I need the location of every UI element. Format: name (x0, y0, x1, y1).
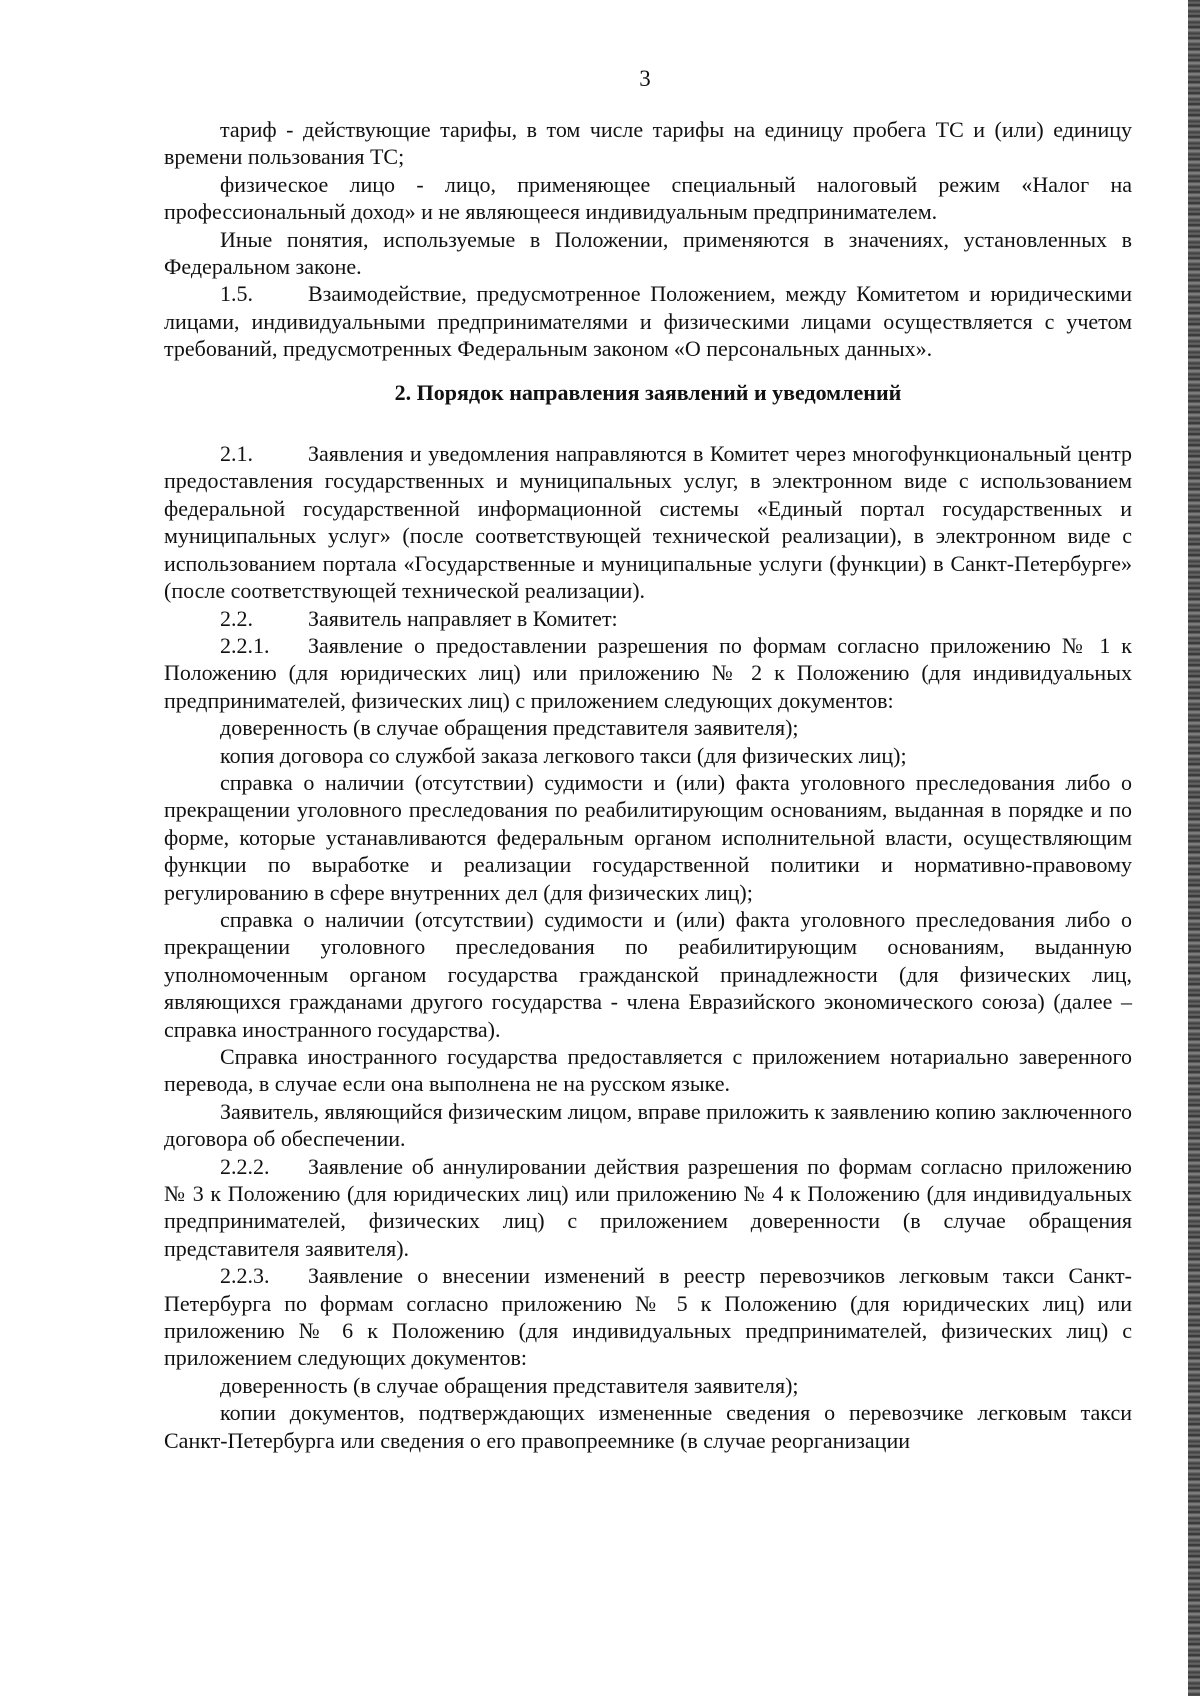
paragraph-text: справка о наличии (отсутствии) судимости и (или) факта уголовного преследования либо о прекращении уголовного преследования по реабилитирующим основаниям, выданная в порядке и по форме, которые устанавливаются федеральным органом исполнительной власти, осуществляющим функции по выработке и реализации государственной политики и нормативно-правовому регулированию в сфере внутренних дел (для физических лиц); (164, 769, 1132, 905)
paragraph (164, 714, 1132, 741)
paragraph-text: Заявление о предоставлении разрешения по формам согласно приложению № 1 к Положению (для юридических лиц) или приложению № 2 к Положению (для индивидуальных предпринимателей, физических лиц) с приложением следующих документов: (164, 632, 1132, 713)
numbered-paragraph (164, 605, 1132, 632)
paragraph-text: тариф - действующие тарифы, в том числе тарифы на единицу пробега ТС и (или) единицу времени пользования ТС; (164, 117, 1132, 170)
paragraph-text: физическое лицо - лицо, применяющее специальный налоговый режим «Налог на профессиональный доход» и не являющееся индивидуальным предпринимателем. (164, 171, 1132, 225)
paragraph (164, 1098, 1132, 1153)
numbered-paragraph (164, 632, 1132, 714)
paragraph (164, 171, 1132, 226)
paragraph-text: Заявитель, являющийся физическим лицом, вправе приложить к заявлению копию заключенного договора об обеспечении. (164, 1098, 1132, 1152)
paragraph-number: 2.2.1. (220, 632, 270, 658)
paragraph-text: доверенность (в случае обращения представителя заявителя); (220, 1372, 799, 1398)
paragraph-number: 1.5. (220, 281, 253, 307)
paragraph-text: Справка иностранного государства предоставляется с приложением нотариально заверенного перевода, в случае если она выполнена не на русском языке. (164, 1044, 1132, 1097)
document-body (164, 116, 1132, 1454)
paragraph-number: 2.2.2. (220, 1153, 270, 1179)
numbered-paragraph (164, 440, 1132, 604)
paragraph (164, 742, 1132, 769)
paragraph-number: 2.2.3. (220, 1263, 270, 1289)
paragraph-text: Взаимодействие, предусмотренное Положением, между Комитетом и юридическими лицами, индивидуальными предпринимателями и физическими лицами осуществляется с учетом требований, предусмотренных Федеральным законом «О персональных данных». (164, 281, 1132, 362)
paragraph-text: Заявление об аннулировании действия разрешения по формам согласно приложению № 3 к Положению (для юридических лиц) или приложению № 4 к Положению (для индивидуальных предпринимателей, физических лиц) с приложением доверенности (в случае обращения представителя заявителя). (164, 1153, 1132, 1261)
paragraph-text: Заявление о внесении изменений в реестр перевозчиков легковым такси Санкт-Петербурга по формам согласно приложению № 5 к Положению (для юридических лиц) или приложению № 6 к Положению (для индивидуальных предпринимателей, физических лиц) с приложением следующих документов: (164, 1263, 1132, 1371)
paragraph-text: Заявления и уведомления направляются в Комитет через многофункциональный центр предоставления государственных и муниципальных услуг, в электронном виде с использованием федеральной государственной информационной системы «Единый портал государственных и муниципальных услуг» (после соответствующей технической реализации), в электронном виде с использованием портала «Государственные и муниципальные услуги (функции) в Санкт-Петербурге» (после соответствующей технической реализации). (164, 441, 1132, 604)
paragraphs-before-section (164, 116, 1132, 363)
section-title: 2. Порядок направления заявлений и уведомлений (394, 379, 902, 405)
paragraph-text: доверенность (в случае обращения представителя заявителя); (220, 715, 799, 741)
paragraph-text: справка о наличии (отсутствии) судимости и (или) факта уголовного преследования либо о прекращении уголовного преследования по реабилитирующим основаниям, выданную уполномоченным органом государства гражданской принадлежности (для физических лиц, являющихся гражданами другого государства - члена Евразийского экономического союза) (далее – справка иностранного государства). (164, 906, 1132, 1042)
paragraph (164, 1399, 1132, 1454)
paragraph-number: 2.2. (220, 605, 253, 631)
paragraph-text: Иные понятия, используемые в Положении, применяются в значениях, установленных в Федеральном законе. (164, 226, 1132, 280)
numbered-paragraph (164, 280, 1132, 362)
paragraph-text: копия договора со службой заказа легкового такси (для физических лиц); (220, 742, 907, 768)
paragraph (164, 116, 1132, 171)
paragraph-number: 2.1. (220, 441, 253, 467)
paragraph (164, 769, 1132, 906)
paragraph (164, 1372, 1132, 1399)
paragraph (164, 226, 1132, 281)
paragraph (164, 906, 1132, 1043)
paragraph-text: копии документов, подтверждающих измененные сведения о перевозчике легковым такси Санкт-Петербурга или сведения о его правопреемнике (в случае реорганизации (164, 1400, 1132, 1453)
scan-edge-shadow (1188, 0, 1200, 1696)
paragraphs-after-section (164, 440, 1132, 1454)
numbered-paragraph (164, 1262, 1132, 1372)
page-number: 3 (639, 66, 651, 91)
paragraph-text: Заявитель направляет в Комитет: (308, 605, 618, 631)
numbered-paragraph (164, 1153, 1132, 1263)
paragraph (164, 1043, 1132, 1098)
